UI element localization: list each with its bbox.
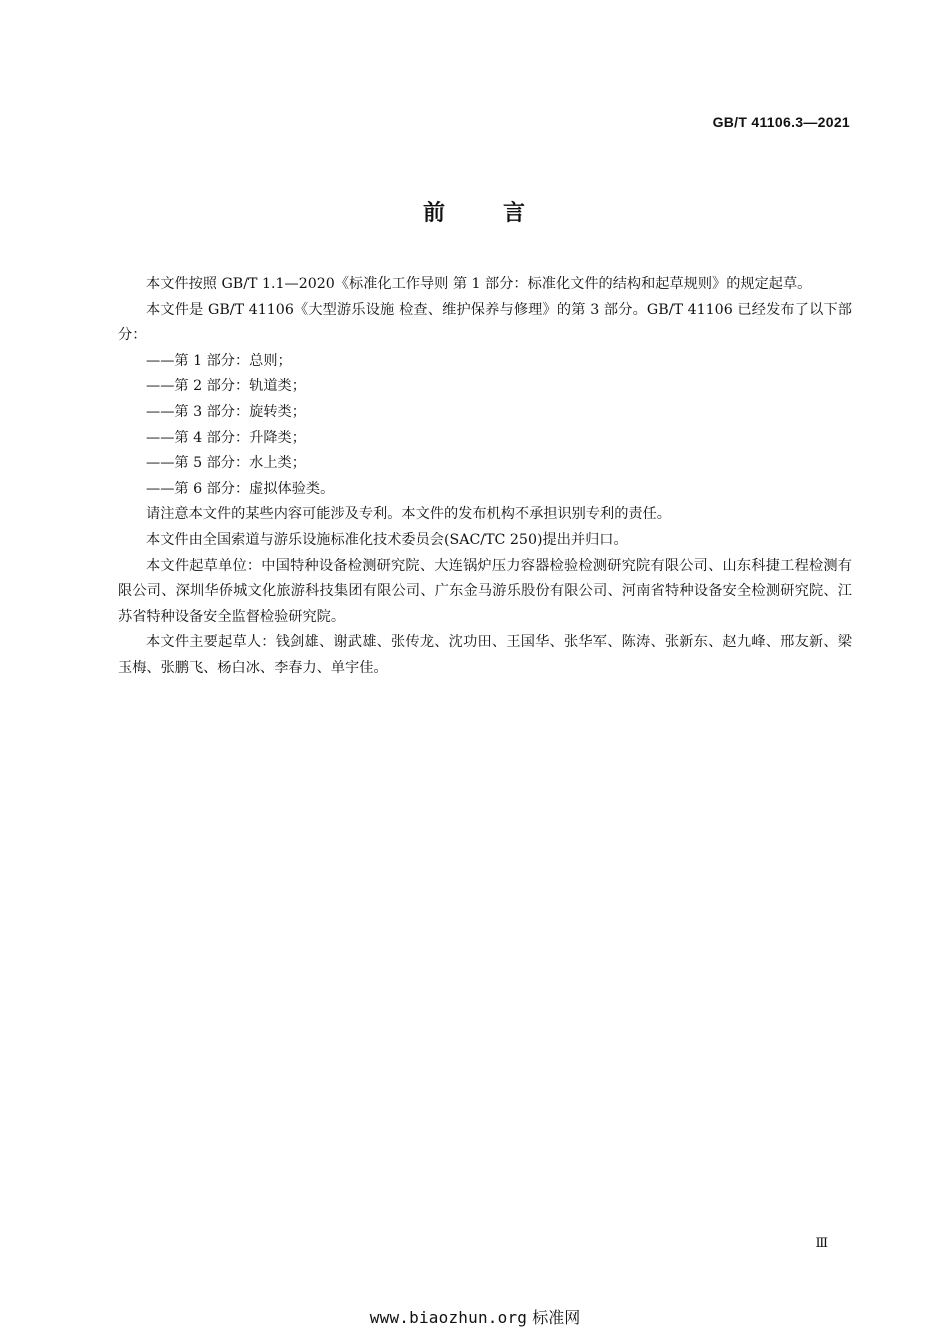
title-char-left: 前 <box>422 201 447 226</box>
title-char-right: 言 <box>503 201 528 226</box>
paragraph-drafting-rules: 本文件按照 GB/T 1.1—2020《标准化工作导则 第 1 部分：标准化文件的结构和起草规则》的规定起草。 <box>146 276 812 292</box>
paragraph-drafting-units: 本文件起草单位：中国特种设备检测研究院、大连锅炉压力容器检验检测研究院有限公司、山东科捷工程检测有限公司、深圳华侨城文化旅游科技集团有限公司、广东金马游乐股份有限公司、河南省特种设备安全检测研究院、江苏省特种设备安全监督检验研究院。 <box>118 557 852 625</box>
list-item: ——第 3 部分：旋转类； <box>146 403 306 420</box>
paragraph-drafters: 本文件主要起草人：钱剑雄、谢武雄、张传龙、沈功田、王国华、张华军、陈涛、张新东、赵九峰、邢友新、梁玉梅、张鹏飞、杨白冰、李春力、单宇佳。 <box>118 634 852 676</box>
list-item: ——第 5 部分：水上类； <box>146 455 306 472</box>
paragraph-series-intro: 本文件是 GB/T 41106《大型游乐设施 检查、维护保养与修理》的第 3 部分。GB/T 41106 已经发布了以下部分： <box>118 301 852 344</box>
list-item: ——第 1 部分：总则； <box>146 352 292 369</box>
page-title <box>0 196 950 227</box>
paragraph-committee: 本文件由全国索道与游乐设施标准化技术委员会(SAC/TC 250)提出并归口。 <box>146 531 628 548</box>
paragraph-patent-notice: 请注意本文件的某些内容可能涉及专利。本文件的发布机构不承担识别专利的责任。 <box>146 506 671 523</box>
list-item: ——第 2 部分：轨道类； <box>146 378 306 395</box>
list-item: ——第 4 部分：升降类； <box>146 429 306 446</box>
footer <box>0 1305 950 1328</box>
page-number: Ⅲ <box>815 1236 828 1251</box>
footer-url-link[interactable]: www.biaozhun.org <box>369 1308 528 1327</box>
footer-site-name: 标准网 <box>532 1308 581 1327</box>
standard-code: GB/T 41106.3—2021 <box>712 114 850 130</box>
list-item: ——第 6 部分：虚拟体验类。 <box>146 480 335 497</box>
foreword-body <box>118 272 852 682</box>
